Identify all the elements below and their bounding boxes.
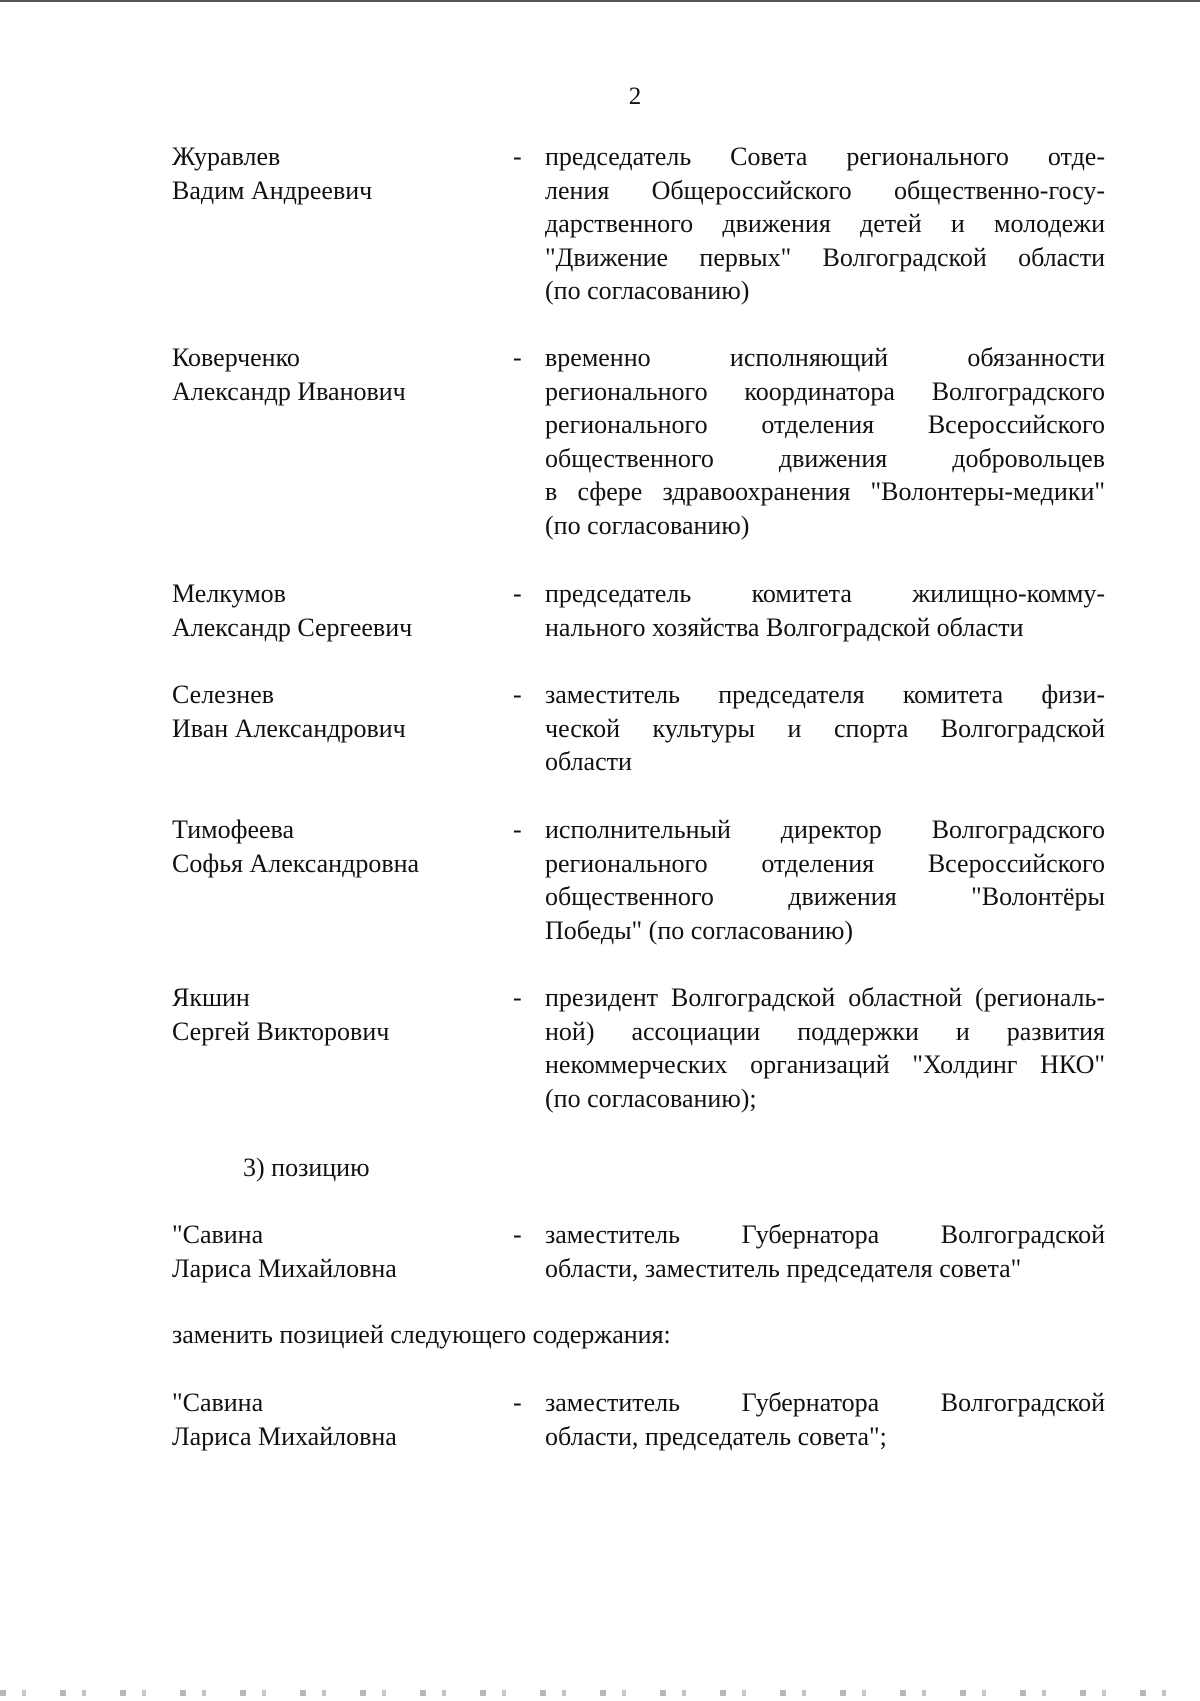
position-line: в сфере здравоохранения "Волонтеры-медики" — [545, 477, 1105, 506]
position-line: заместитель Губернатора Волгоградской — [545, 1220, 1105, 1249]
member-name — [172, 678, 492, 745]
member-surname: Тимофеева — [172, 815, 295, 844]
member-surname: Коверченко — [172, 343, 300, 372]
position-line: заместитель Губернатора Волгоградской — [545, 1388, 1105, 1417]
member-name — [172, 1218, 492, 1285]
separator-dash: - — [513, 815, 522, 844]
member-surname: Якшин — [172, 983, 250, 1012]
member-position — [545, 678, 1105, 779]
position-line: председатель Совета регионального отде- — [545, 142, 1105, 171]
position-line: президент Волгоградской областной (региональ- — [545, 983, 1105, 1012]
position-line: временно исполняющий обязанности — [545, 343, 1105, 372]
position-line: ческой культуры и спорта Волгоградской — [545, 713, 1105, 743]
position-line: регионального отделения Всероссийского — [545, 848, 1105, 878]
separator-dash: - — [513, 983, 522, 1012]
separator-dash: - — [513, 343, 522, 372]
position-line: (по согласованию); — [545, 1083, 757, 1113]
position-line: "Движение первых" Волгоградской области — [545, 242, 1105, 272]
member-position — [545, 341, 1105, 542]
member-given-name: Александр Сергеевич — [172, 612, 413, 642]
position-line: исполнительный директор Волгоградского — [545, 815, 1105, 844]
member-name — [172, 341, 492, 408]
position-line: (по согласованию) — [545, 510, 750, 540]
member-position — [545, 981, 1105, 1115]
separator-dash: - — [513, 1220, 522, 1249]
member-position — [545, 813, 1105, 947]
position-line: дарственного движения детей и молодежи — [545, 209, 1105, 238]
position-line: области, заместитель председателя совета" — [545, 1253, 1022, 1283]
separator-dash: - — [513, 142, 522, 171]
member-name — [172, 577, 492, 644]
member-position — [545, 140, 1105, 308]
position-line: некоммерческих организаций "Холдинг НКО" — [545, 1050, 1105, 1079]
position-line: нального хозяйства Волгоградской области — [545, 612, 1024, 642]
member-given-name: Лариса Михайловна — [172, 1253, 397, 1283]
position-line: регионального отделения Всероссийского — [545, 410, 1105, 439]
item-3-label: 3) позицию — [243, 1153, 370, 1182]
position-line: области, председатель совета"; — [545, 1421, 887, 1451]
member-given-name: Вадим Андреевич — [172, 175, 373, 205]
page-top-edge — [0, 0, 1200, 2]
member-surname: Селезнев — [172, 680, 275, 709]
position-line: области — [545, 747, 632, 776]
position-line: председатель комитета жилищно-комму- — [545, 579, 1105, 608]
member-surname: "Савина — [172, 1220, 264, 1249]
member-surname: Журавлев — [172, 142, 281, 171]
position-line: ления Общероссийского общественно-госу- — [545, 175, 1105, 205]
separator-dash: - — [513, 579, 522, 608]
scan-bottom-edge — [0, 1690, 1200, 1696]
member-name — [172, 981, 492, 1048]
position-line: (по согласованию) — [545, 276, 750, 305]
position-line: Победы" (по согласованию) — [545, 915, 854, 945]
member-position — [545, 577, 1105, 644]
member-given-name: Александр Иванович — [172, 376, 406, 406]
member-given-name: Лариса Михайловна — [172, 1421, 397, 1451]
member-given-name: Софья Александровна — [172, 848, 420, 878]
position-line: регионального координатора Волгоградского — [545, 376, 1105, 406]
member-given-name: Иван Александрович — [172, 713, 406, 743]
position-line: заместитель председателя комитета физи- — [545, 680, 1105, 709]
separator-dash: - — [513, 1388, 522, 1417]
member-name — [172, 140, 492, 207]
member-surname: Мелкумов — [172, 579, 286, 608]
member-position — [545, 1218, 1105, 1285]
member-surname: "Савина — [172, 1388, 264, 1417]
separator-dash: - — [513, 680, 522, 709]
member-name — [172, 813, 492, 880]
position-line: общественного движения "Волонтёры — [545, 882, 1105, 911]
position-line: общественного движения добровольцев — [545, 443, 1105, 473]
member-name — [172, 1386, 492, 1453]
replace-instruction: заменить позицией следующего содержания: — [172, 1320, 671, 1349]
position-line: ной) ассоциации поддержки и развития — [545, 1016, 1105, 1046]
member-position — [545, 1386, 1105, 1453]
member-given-name: Сергей Викторович — [172, 1016, 390, 1046]
page-number: 2 — [628, 83, 642, 110]
